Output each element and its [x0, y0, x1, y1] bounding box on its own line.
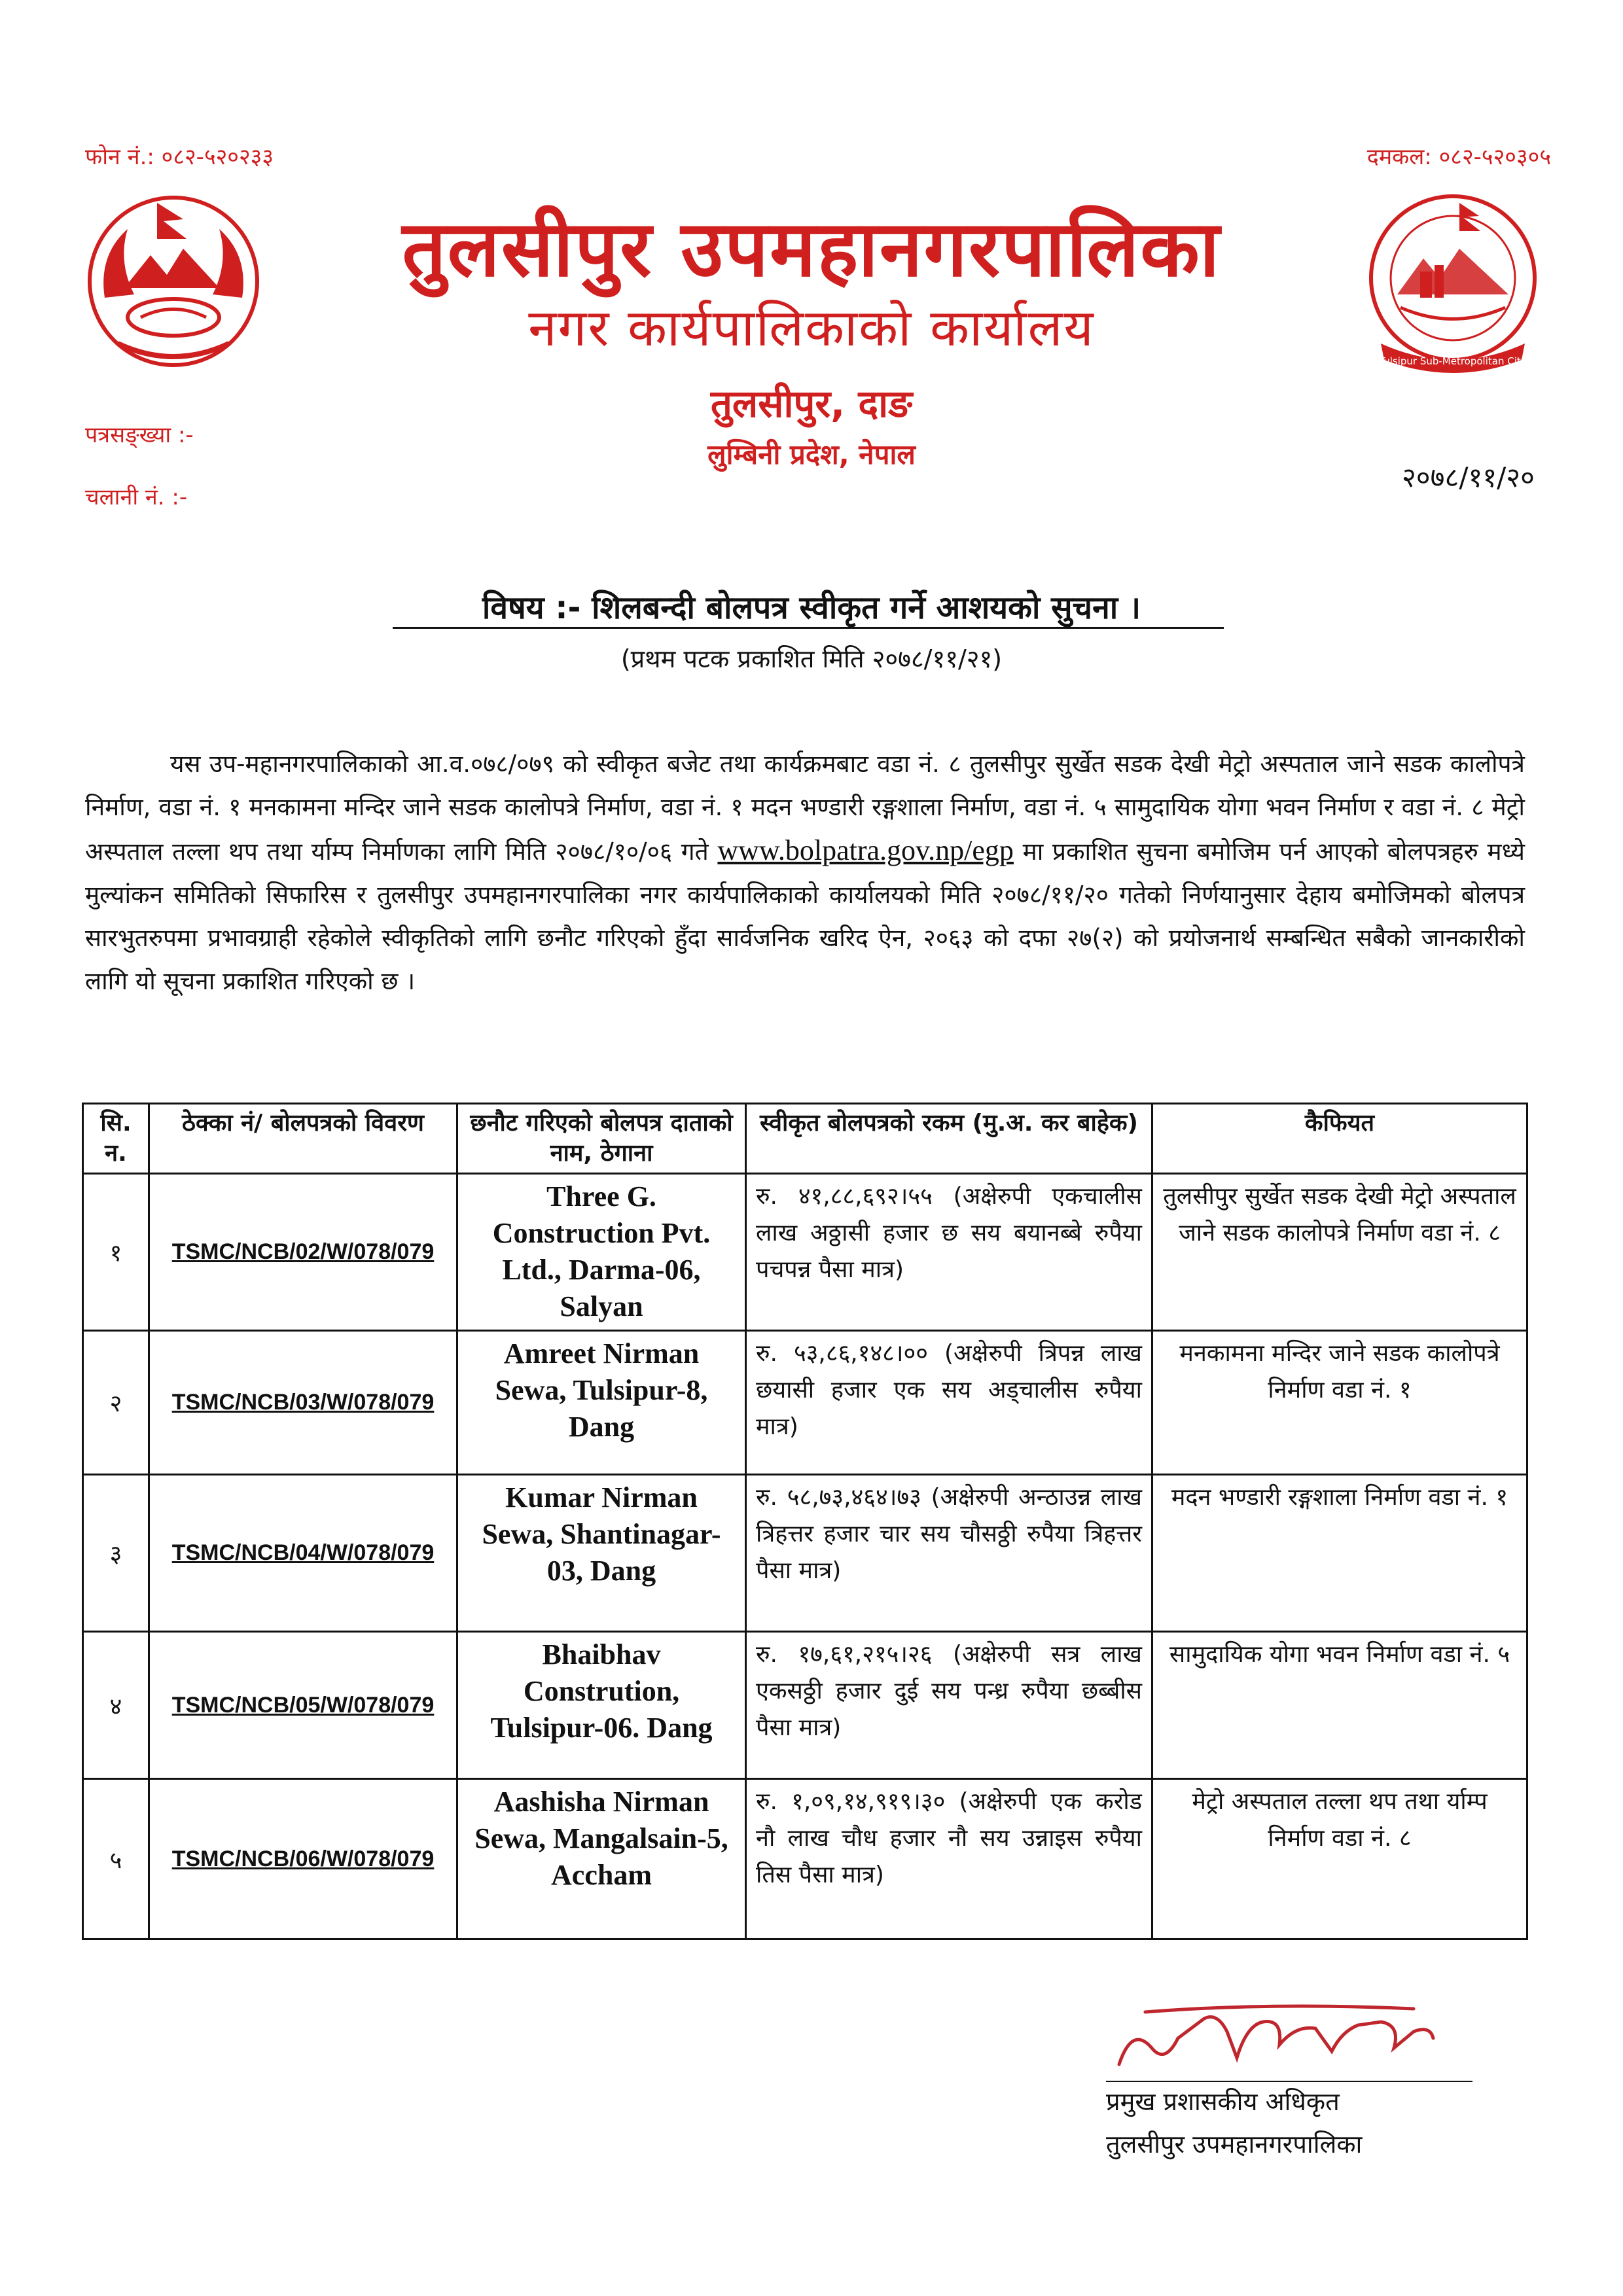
col-header-amount: स्वीकृत बोलपत्रको रकम (मु.अ. कर बाहेक)	[746, 1104, 1152, 1174]
subject-heading: विषय :- शिलबन्दी बोलपत्र स्वीकृत गर्ने आशयको सुचना ।	[482, 590, 1141, 626]
remarks: मेट्रो अस्पताल तल्ला थप तथा र्याम्प निर्माण वडा नं. ८	[1152, 1779, 1527, 1939]
phone-number: फोन नं.: ०८२-५२०२३३	[85, 144, 274, 170]
row-sn: ३	[83, 1475, 149, 1632]
notice-body	[85, 743, 1525, 1003]
table-row	[83, 1331, 1527, 1475]
selected-bids-table	[82, 1103, 1528, 1940]
bidder-name: Kumar Nirman Sewa, Shantinagar-03, Dang	[457, 1475, 746, 1632]
bidder-name: Three G. Construction Pvt. Ltd., Darma-06, Salyan	[457, 1174, 746, 1331]
signatory-title: प्रमुख प्रशासकीय अधिकृत	[1106, 2087, 1340, 2116]
office-name: नगर कार्यपालिकाको कार्यालय	[528, 299, 1095, 358]
row-sn: ५	[83, 1779, 149, 1939]
reference-number-label: पत्रसङ्ख्या :-	[85, 422, 194, 448]
approved-amount: रु. १,०९,१४,९१९।३० (अक्षेरुपी एक करोड नौ लाख चौध हजार नौ सय उन्नाइस रुपैया तिस पैसा मात्र)	[746, 1779, 1152, 1939]
bidder-name: Amreet Nirman Sewa, Tulsipur-8, Dang	[457, 1331, 746, 1475]
signature-line	[1106, 2081, 1472, 2082]
notice-body-part1: यस उप-महानगरपालिकाको आ.व.०७८/०७९ को स्वीकृत बजेट तथा कार्यक्रमबाट वडा नं. ८ तुलसीपुर सुर्खेत सडक देखी मेट्रो अस्पताल जाने सडक कालोपत्रे निर्माण, वडा नं. १ मनकामना मन्दिर जाने सडक कालोपत्रे निर्माण, वडा नं. १ मदन भण्डारी रङ्गशाला निर्माण, वडा नं. ५ सामुदायिक योगा भवन निर्माण र वडा नं. ८ मेट्रो अस्पताल तल्ला थप तथा र्याम्प निर्माणका लागि मिति २०७८/१०/०६ गते	[85, 750, 1525, 866]
contract-number: TSMC/NCB/04/W/078/079	[149, 1475, 457, 1632]
contract-number: TSMC/NCB/05/W/078/079	[149, 1632, 457, 1779]
handwritten-signature	[1106, 1986, 1446, 2084]
row-sn: १	[83, 1174, 149, 1331]
approved-amount: रु. ४१,८८,६९२।५५ (अक्षेरुपी एकचालीस लाख अठ्ठासी हजार छ सय बयानब्बे रुपैया पचपन्न पैसा मात्र)	[746, 1174, 1152, 1331]
remarks: मदन भण्डारी रङ्गशाला निर्माण वडा नं. १	[1152, 1475, 1527, 1632]
remarks: सामुदायिक योगा भवन निर्माण वडा नं. ५	[1152, 1632, 1527, 1779]
table-row	[83, 1779, 1527, 1939]
col-header-sn: सि. न.	[83, 1104, 149, 1174]
table-row	[83, 1475, 1527, 1632]
signatory-organization: तुलसीपुर उपमहानगरपालिका	[1106, 2130, 1363, 2159]
dispatch-number-label: चलानी नं. :-	[85, 484, 188, 510]
col-header-bidder: छनौट गरिएको बोलपत्र दाताको नाम, ठेगाना	[457, 1104, 746, 1174]
letter-date: २०७८/११/२०	[1401, 461, 1535, 493]
first-publish-date: (प्रथम पटक प्रकाशित मिति २०७८/११/२१)	[620, 645, 1003, 673]
bidder-name: Aashisha Nirman Sewa, Mangalsain-5, Accham	[457, 1779, 746, 1939]
city-name: तुलसीपुर, दाङ	[710, 381, 913, 426]
approved-amount: रु. ५८,७३,४६४।७३ (अक्षेरुपी अन्ठाउन्न लाख त्रिहत्तर हजार चार सय चौसठ्ठी रुपैया त्रिहत्तर पैसा मात्र)	[746, 1475, 1152, 1632]
table-row	[83, 1632, 1527, 1779]
remarks: मनकामना मन्दिर जाने सडक कालोपत्रे निर्माण वडा नं. १	[1152, 1331, 1527, 1475]
contract-number: TSMC/NCB/02/W/078/079	[149, 1174, 457, 1331]
col-header-remarks: कैफियत	[1152, 1104, 1527, 1174]
contract-number: TSMC/NCB/03/W/078/079	[149, 1331, 457, 1475]
contract-number: TSMC/NCB/06/W/078/079	[149, 1779, 457, 1939]
approved-amount: रु. १७,६१,२१५।२६ (अक्षेरुपी सत्र लाख एकसठ्ठी हजार दुई सय पन्ध्र रुपैया छब्बीस पैसा मात्र)	[746, 1632, 1152, 1779]
organization-name: तुलसीपुर उपमहानगरपालिका	[402, 203, 1221, 294]
row-sn: ४	[83, 1632, 149, 1779]
fire-brigade-number: दमकल: ०८२-५२०३०५	[1366, 144, 1551, 170]
approved-amount: रु. ५३,८६,१४८।०० (अक्षेरुपी त्रिपन्न लाख छयासी हजार एक सय अड्चालीस रुपैया मात्र)	[746, 1331, 1152, 1475]
table-row	[83, 1174, 1527, 1331]
bidder-name: Bhaibhav Constrution, Tulsipur-06. Dang	[457, 1632, 746, 1779]
subject-underline	[393, 627, 1224, 629]
emblem-right-text: Tulsipur Sub-Metropolitan City	[1379, 355, 1527, 367]
province-name: लुम्बिनी प्रदेश, नेपाल	[707, 438, 916, 470]
table-header-row	[83, 1104, 1527, 1174]
notice-body-part2: मा प्रकाशित सुचना बमोजिम पर्न आएको बोलपत्रहरु मध्ये मुल्यांकन समितिको सिफारिस र तुलसीपुर उपमहानगरपालिका नगर कार्यपालिकाको कार्यालयको मिति २०७८/११/२० गतेको निर्णयानुसार देहाय बमोजिमको बोलपत्र सारभुतरुपमा प्रभावग्राही रहेकोले स्वीकृतिको लागि छनौट गरिएको हुँदा सार्वजनिक खरिद ऐन, २०६३ को दफा २७(२) को प्रयोजनार्थ सम्बन्धित सबैको जानकारीको लागि यो सूचना प्रकाशित गरिएको छ ।	[85, 838, 1525, 995]
remarks: तुलसीपुर सुर्खेत सडक देखी मेट्रो अस्पताल जाने सडक कालोपत्रे निर्माण वडा नं. ८	[1152, 1174, 1527, 1331]
row-sn: २	[83, 1331, 149, 1475]
egp-link[interactable]: www.bolpatra.gov.np/egp	[717, 834, 1014, 866]
col-header-contract: ठेक्का नं/ बोलपत्रको विवरण	[149, 1104, 457, 1174]
